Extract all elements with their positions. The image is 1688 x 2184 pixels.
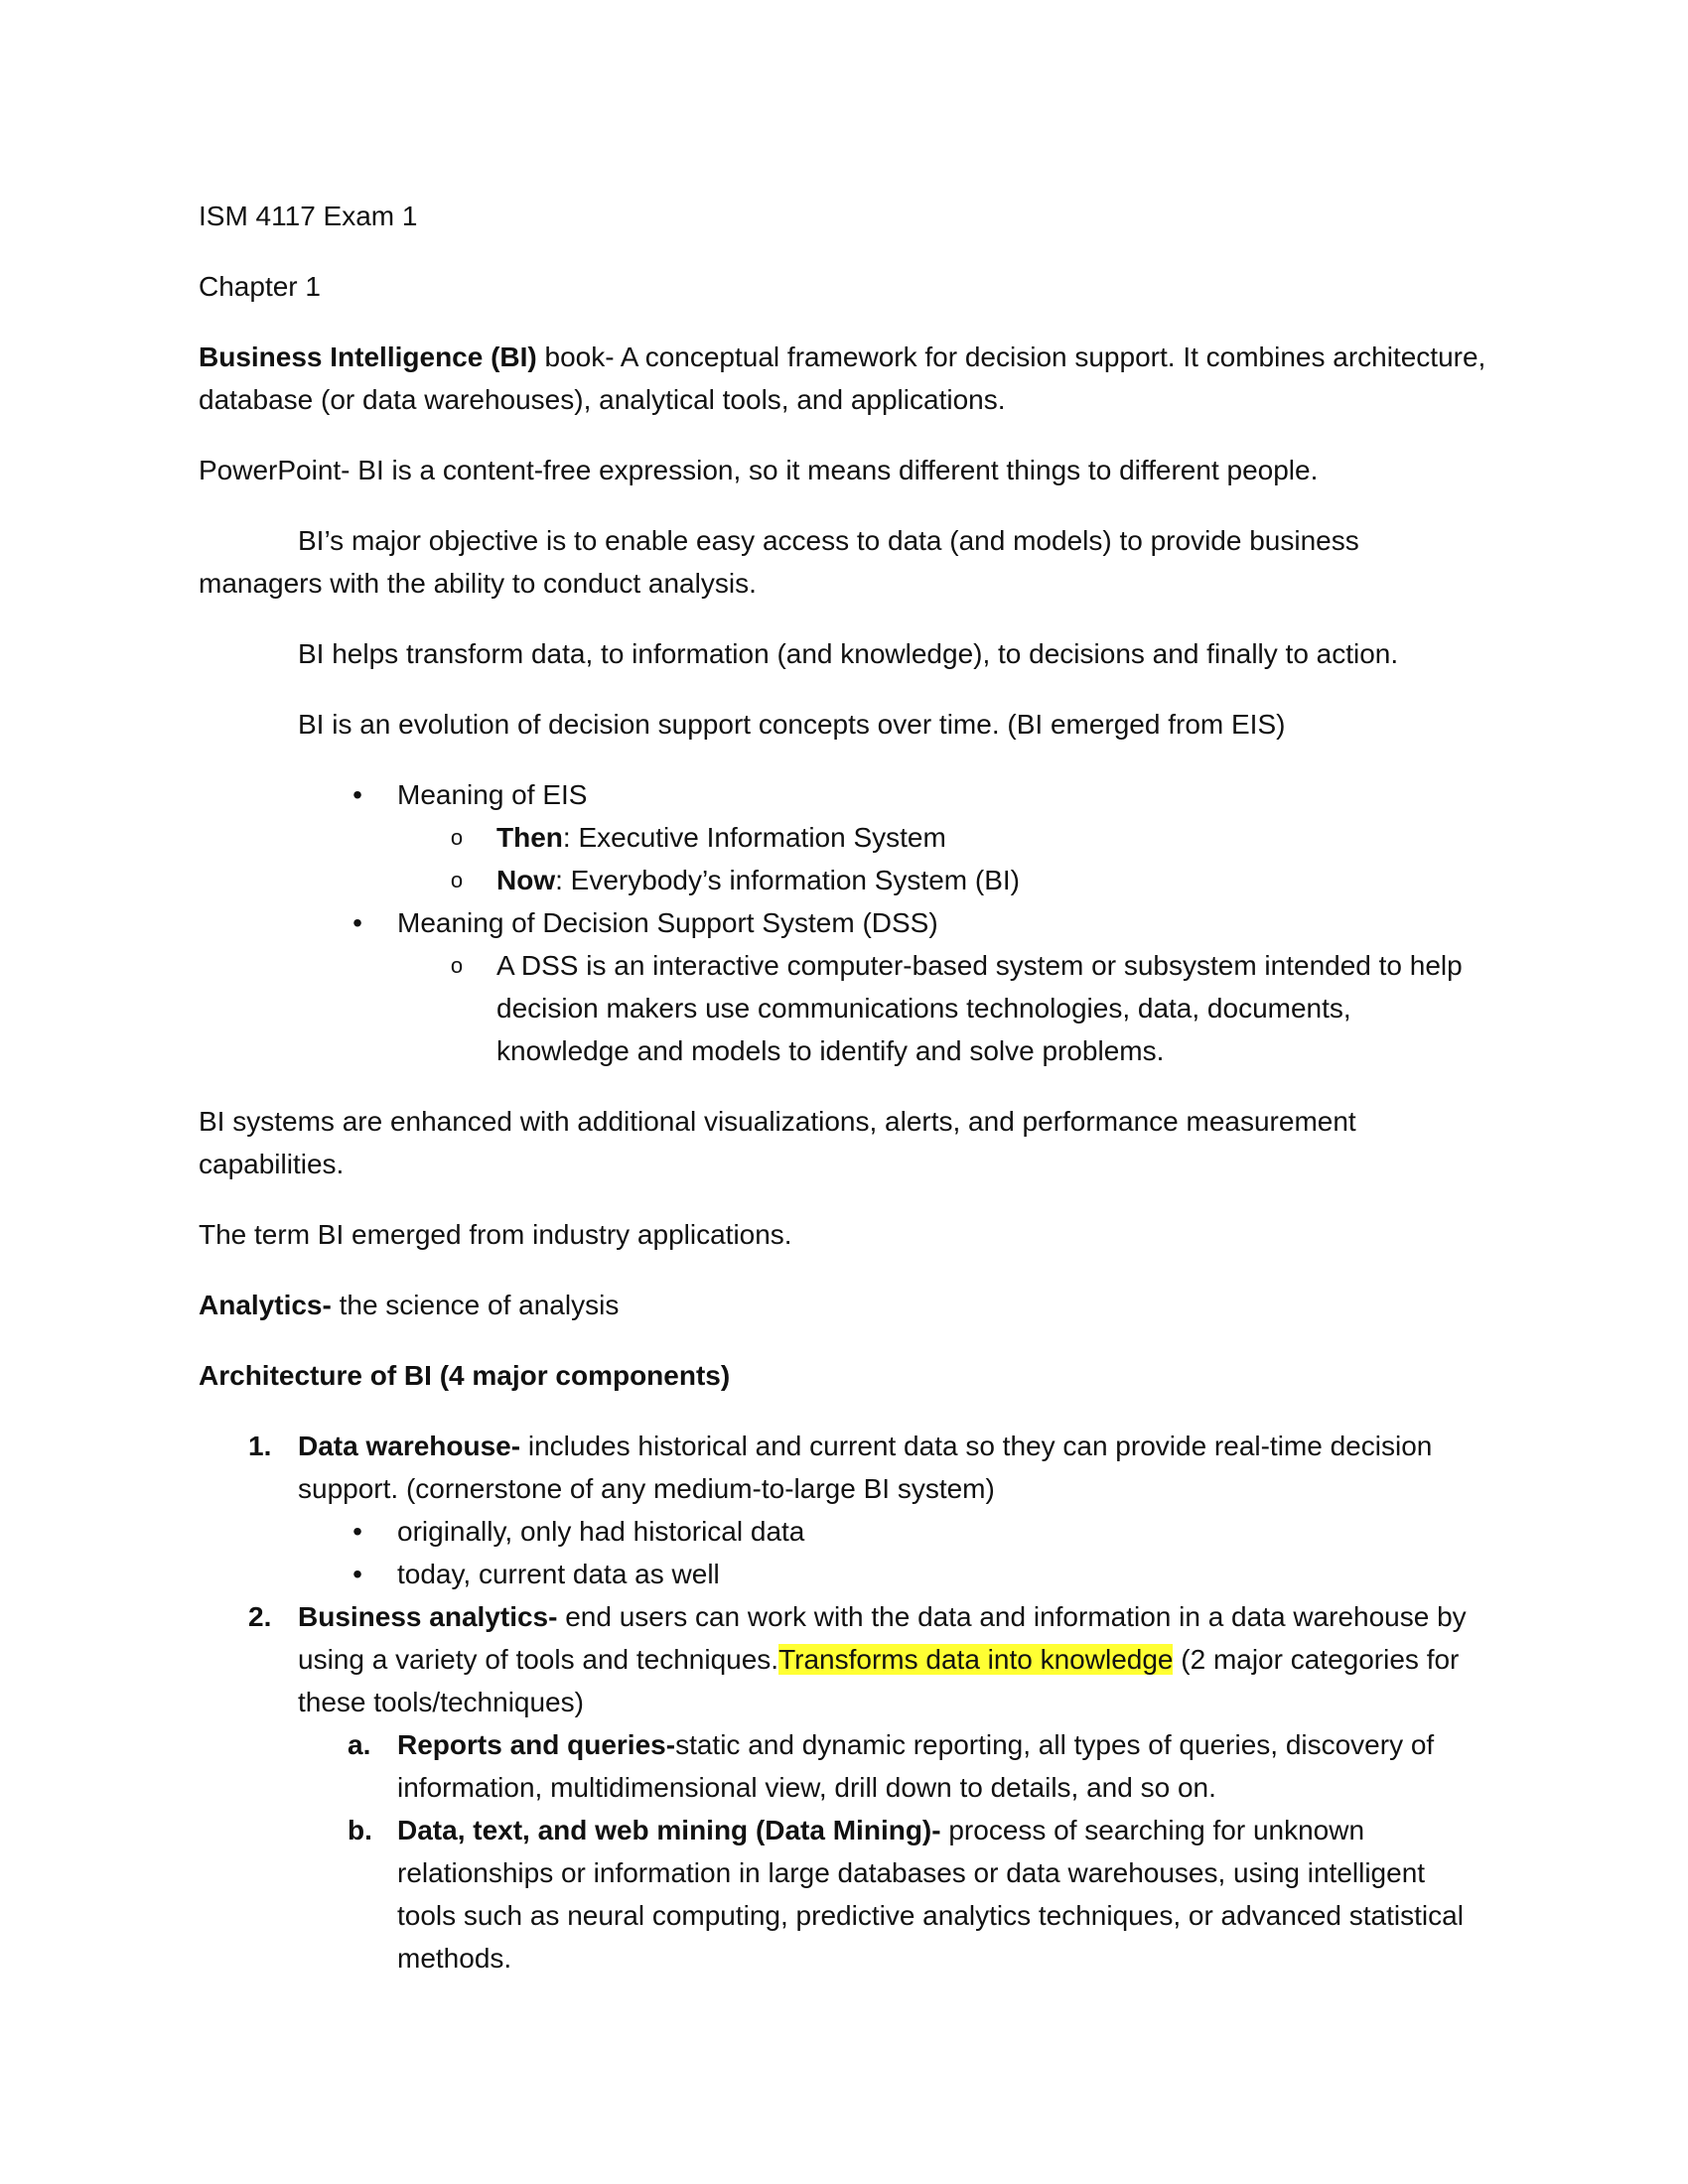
component-text-after: (2 major categories for these tools/techniques)	[298, 1644, 1460, 1717]
bullet-icon: •	[352, 1559, 362, 1589]
list-item	[199, 944, 1489, 1072]
component-term: Business analytics-	[298, 1601, 558, 1632]
component-term: Data warehouse-	[298, 1431, 521, 1461]
component-text: includes historical and current data so they can provide real-time decision support. (cornerstone of any medium-to-large BI system)	[298, 1431, 1433, 1504]
eis-then-term: Then	[496, 822, 563, 853]
eis-then-text: : Executive Information System	[562, 822, 946, 853]
list-item	[199, 901, 1489, 944]
list-letter: a.	[348, 1729, 371, 1760]
eis-label: Meaning of EIS	[397, 779, 588, 810]
document-body	[199, 195, 1489, 1979]
analytics-text: the science of analysis	[331, 1290, 620, 1320]
component-subpoint: originally, only had historical data	[397, 1516, 805, 1547]
bi-objective: BI’s major objective is to enable easy access to data (and models) to provide business managers with the ability to conduct analysis.	[199, 525, 1359, 599]
subcomponent-term: Data, text, and web mining (Data Mining)-	[397, 1815, 941, 1845]
subcomponent-text: process of searching for unknown relationships or information in large databases or data warehouses, using intelligent tools such as neural computing, predictive analytics techniques, or advanced statistical methods.	[397, 1815, 1464, 1974]
list-letter: b.	[348, 1815, 372, 1845]
chapter-heading: Chapter 1	[199, 271, 321, 302]
analytics-term: Analytics-	[199, 1290, 332, 1320]
subcomponent-text: static and dynamic reporting, all types of queries, discovery of information, multidimensional view, drill down to details, and so on.	[397, 1729, 1435, 1803]
component-subpoint: today, current data as well	[397, 1559, 720, 1589]
list-item	[199, 773, 1489, 816]
list-number: 1.	[248, 1431, 272, 1461]
doc-title: ISM 4117 Exam 1	[199, 201, 418, 231]
bullet-icon: •	[352, 907, 362, 938]
circle-bullet-icon: o	[450, 953, 464, 978]
dss-label: Meaning of Decision Support System (DSS)	[397, 907, 938, 938]
architecture-components-list	[199, 1425, 1489, 1979]
component-text: end users can work with the data and information in a data warehouse by using a variety of tools and techniques.	[298, 1601, 1467, 1675]
bi-enhanced: BI systems are enhanced with additional visualizations, alerts, and performance measurement capabilities.	[199, 1106, 1356, 1179]
bi-definition	[199, 336, 1489, 421]
list-number: 2.	[248, 1601, 272, 1632]
highlighted-text: Transforms data into knowledge	[778, 1644, 1174, 1675]
list-item	[199, 1595, 1489, 1723]
powerpoint-note: PowerPoint- BI is a content-free expression, so it means different things to different people.	[199, 455, 1319, 485]
architecture-heading	[199, 1354, 1489, 1397]
bi-evolution: BI is an evolution of decision support concepts over time. (BI emerged from EIS)	[298, 709, 1286, 740]
subcomponent-term: Reports and queries-	[397, 1729, 676, 1760]
list-item	[199, 1425, 1489, 1510]
bi-transform: BI helps transform data, to information (and knowledge), to decisions and finally to action.	[298, 638, 1399, 669]
dss-definition: A DSS is an interactive computer-based system or subsystem intended to help decision makers use communications technologies, data, documents, knowledge and models to identify and solve problems.	[496, 950, 1463, 1066]
list-item	[199, 1553, 1489, 1595]
list-item	[199, 1809, 1489, 1979]
list-item	[199, 816, 1489, 859]
bullet-icon: •	[352, 779, 362, 810]
list-item	[199, 859, 1489, 901]
list-item	[199, 1510, 1489, 1553]
bi-term-emerged: The term BI emerged from industry applications.	[199, 1219, 792, 1250]
eis-now-term: Now	[496, 865, 556, 895]
circle-bullet-icon: o	[450, 825, 464, 850]
circle-bullet-icon: o	[450, 868, 464, 892]
eis-dss-list	[199, 773, 1489, 1072]
list-item	[199, 1723, 1489, 1809]
bi-term: Business Intelligence (BI)	[199, 341, 537, 372]
analytics-definition	[199, 1284, 1489, 1326]
eis-now-text: : Everybody’s information System (BI)	[555, 865, 1020, 895]
bi-definition-text: book- A conceptual framework for decision support. It combines architecture, database (or data warehouses), analytical tools, and applications.	[199, 341, 1486, 415]
bullet-icon: •	[352, 1516, 362, 1547]
architecture-heading-text: Architecture of BI (4 major components)	[199, 1360, 731, 1391]
